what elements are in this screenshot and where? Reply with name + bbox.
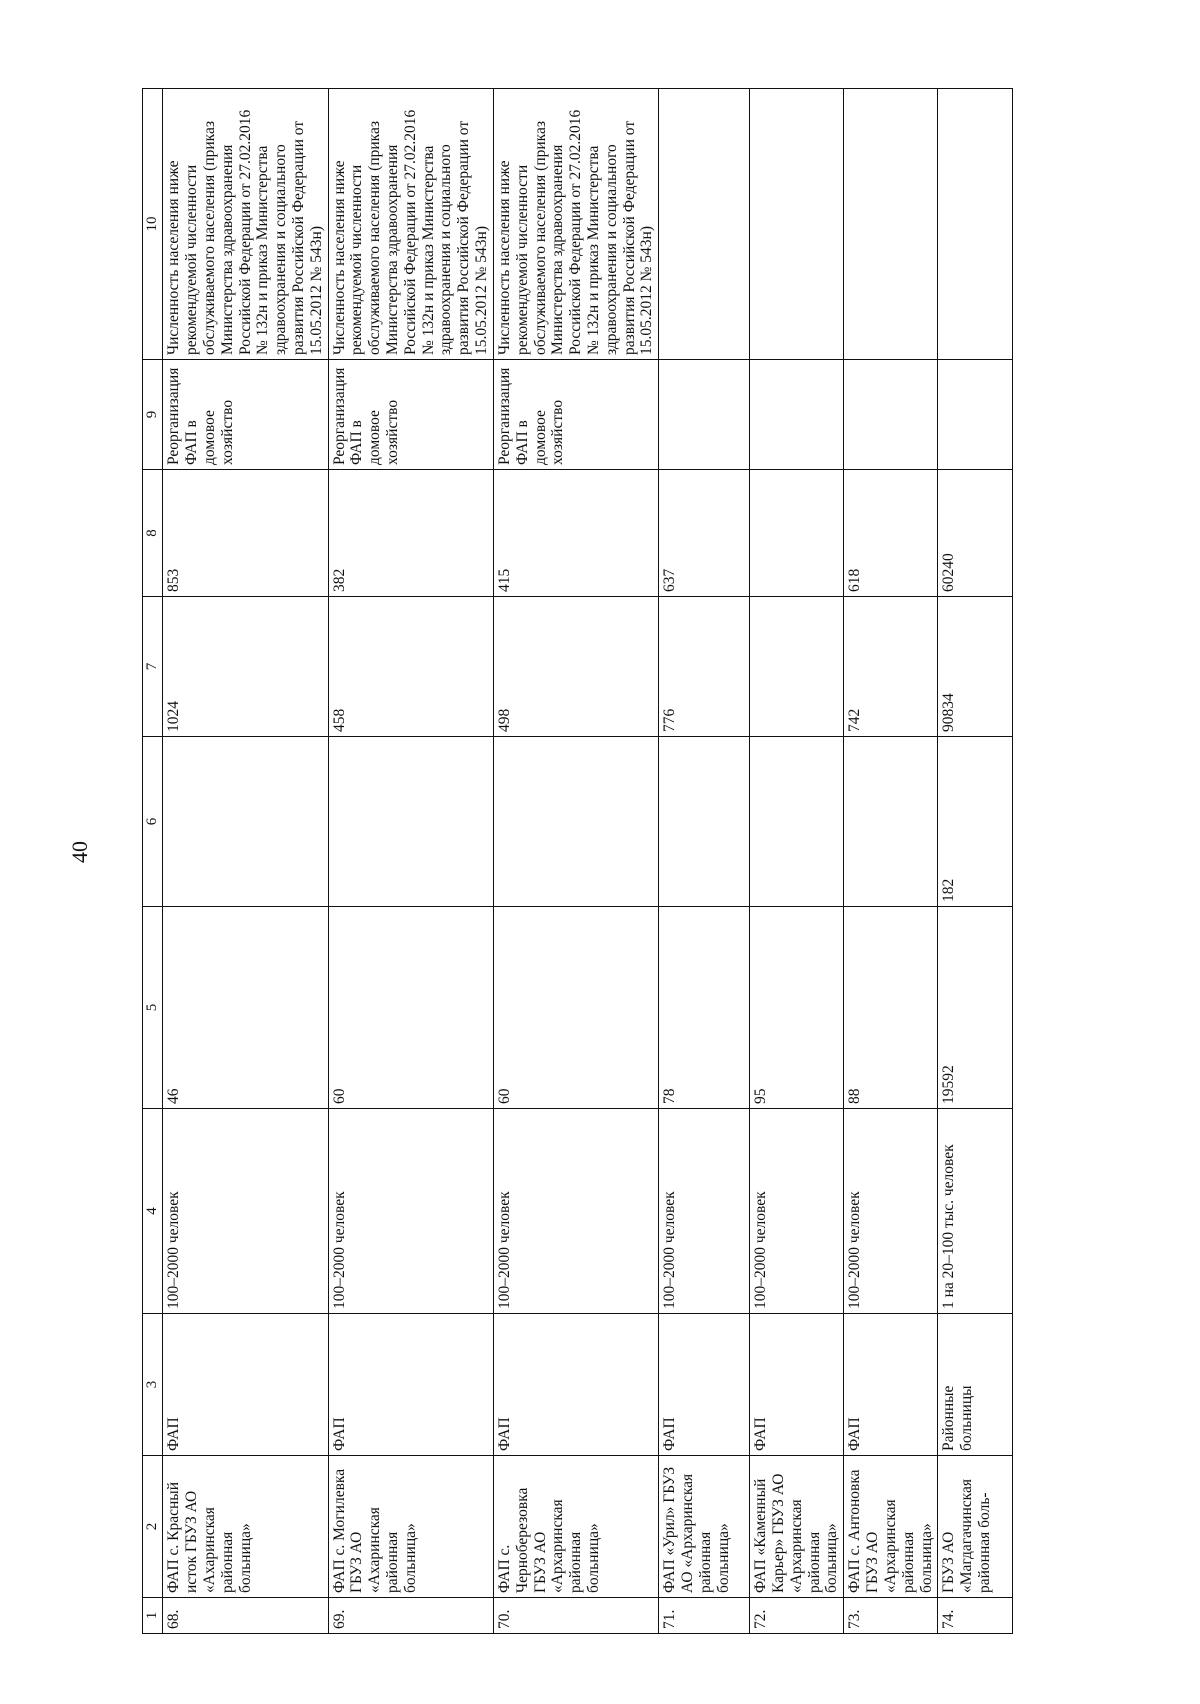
justification [750, 89, 844, 360]
population-norm: 100–2000 человек [659, 1109, 750, 1314]
column-header-2: 2 [143, 1456, 163, 1598]
table-header-row [143, 89, 163, 1634]
row-number: 72. [750, 1598, 844, 1634]
cell-col5: 19592 [938, 907, 1013, 1109]
cell-col5: 78 [659, 907, 750, 1109]
column-header-1: 1 [143, 1598, 163, 1634]
planned-action: Реорганизация ФАП в домовое хозяйство [328, 360, 493, 470]
facility-type: ФАП [750, 1314, 844, 1456]
column-header-7: 7 [143, 597, 163, 737]
planned-action: Реорганизация ФАП в домовое хозяйство [493, 360, 658, 470]
facility-type: Районные больницы [938, 1314, 1013, 1456]
justification [844, 89, 938, 360]
cell-col6 [659, 737, 750, 907]
facility-name: ГБУЗ АО «Магдагачинская районная боль- [938, 1456, 1013, 1598]
table-row [493, 89, 658, 1634]
cell-col5: 88 [844, 907, 938, 1109]
cell-col5: 95 [750, 907, 844, 1109]
row-number: 73. [844, 1598, 938, 1634]
cell-col8: 618 [844, 470, 938, 597]
cell-col5: 60 [328, 907, 493, 1109]
cell-col7 [750, 597, 844, 737]
facility-type: ФАП [659, 1314, 750, 1456]
row-number: 70. [493, 1598, 658, 1634]
column-header-8: 8 [143, 470, 163, 597]
cell-col8: 382 [328, 470, 493, 597]
cell-col8 [750, 470, 844, 597]
column-header-4: 4 [143, 1109, 163, 1314]
table-row [938, 89, 1013, 1634]
cell-col7: 776 [659, 597, 750, 737]
facility-name: ФАП с. Красный исток ГБУЗ АО «Ахаринская районная больница» [163, 1456, 328, 1598]
population-norm: 100–2000 человек [750, 1109, 844, 1314]
cell-col8: 60240 [938, 470, 1013, 597]
facility-type: ФАП [328, 1314, 493, 1456]
cell-col6: 182 [938, 737, 1013, 907]
column-header-6: 6 [143, 737, 163, 907]
facility-type: ФАП [163, 1314, 328, 1456]
cell-col8: 415 [493, 470, 658, 597]
cell-col5: 46 [163, 907, 328, 1109]
table-row [328, 89, 493, 1634]
planned-action [844, 360, 938, 470]
cell-col6 [328, 737, 493, 907]
population-norm: 100–2000 человек [328, 1109, 493, 1314]
population-norm: 100–2000 человек [493, 1109, 658, 1314]
medical-facilities-table [142, 88, 1013, 1634]
cell-col6 [163, 737, 328, 907]
cell-col8: 637 [659, 470, 750, 597]
planned-action [750, 360, 844, 470]
cell-col7: 90834 [938, 597, 1013, 737]
planned-action [938, 360, 1013, 470]
table-row [163, 89, 328, 1634]
cell-col7: 458 [328, 597, 493, 737]
table-row [844, 89, 938, 1634]
row-number: 74. [938, 1598, 1013, 1634]
cell-col6 [844, 737, 938, 907]
facility-name: ФАП с. Антоновка ГБУЗ АО «Архаринская районная больница» [844, 1456, 938, 1598]
facility-type: ФАП [844, 1314, 938, 1456]
cell-col6 [750, 737, 844, 907]
facility-name: ФАП «Каменный Карьер» ГБУЗ АО «Архаринская районная больница» [750, 1456, 844, 1598]
cell-col8: 853 [163, 470, 328, 597]
rotated-document-page [60, 62, 1140, 1642]
population-norm: 1 на 20–100 тыс. человек [938, 1109, 1013, 1314]
justification: Численность населения ниже рекомендуемой численности обслуживаемого населения (приказ Министерства здравоохранения Российской Федерации от 27.02.2016 № 132н и приказ Министерства здравоохранения и социального развития Российской Федерации от 15.05.2012 № 543н) [163, 89, 328, 360]
cell-col7: 498 [493, 597, 658, 737]
column-header-3: 3 [143, 1314, 163, 1456]
facility-name: ФАП «Урил» ГБУЗ АО «Архаринская районная больница» [659, 1456, 750, 1598]
justification: Численность населения ниже рекомендуемой численности обслуживаемого населения (приказ Министерства здравоохранения Российской Федерации от 27.02.2016 № 132н и приказ Министерства здравоохранения и социального развития Российской Федерации от 15.05.2012 № 543н) [493, 89, 658, 360]
population-norm: 100–2000 человек [844, 1109, 938, 1314]
planned-action [659, 360, 750, 470]
cell-col6 [493, 737, 658, 907]
cell-col7: 1024 [163, 597, 328, 737]
justification: Численность населения ниже рекомендуемой численности обслуживаемого населения (приказ Министерства здравоохранения Российской Федерации от 27.02.2016 № 132н и приказ Министерства здравоохранения и социального развития Российской Федерации от 15.05.2012 № 543н) [328, 89, 493, 360]
facility-type: ФАП [493, 1314, 658, 1456]
justification [938, 89, 1013, 360]
row-number: 69. [328, 1598, 493, 1634]
facility-name: ФАП с. Могилевка ГБУЗ АО «Ахаринская районная больница» [328, 1456, 493, 1598]
row-number: 71. [659, 1598, 750, 1634]
page-number: 40 [67, 841, 92, 863]
table-row [659, 89, 750, 1634]
cell-col7: 742 [844, 597, 938, 737]
facility-name: ФАП с. Чернoберезовка ГБУЗ АО «Архаринская районная больница» [493, 1456, 658, 1598]
table-row [750, 89, 844, 1634]
justification [659, 89, 750, 360]
cell-col5: 60 [493, 907, 658, 1109]
row-number: 68. [163, 1598, 328, 1634]
column-header-10: 10 [143, 89, 163, 360]
planned-action: Реорганизация ФАП в домовое хозяйство [163, 360, 328, 470]
column-header-9: 9 [143, 360, 163, 470]
population-norm: 100–2000 человек [163, 1109, 328, 1314]
column-header-5: 5 [143, 907, 163, 1109]
